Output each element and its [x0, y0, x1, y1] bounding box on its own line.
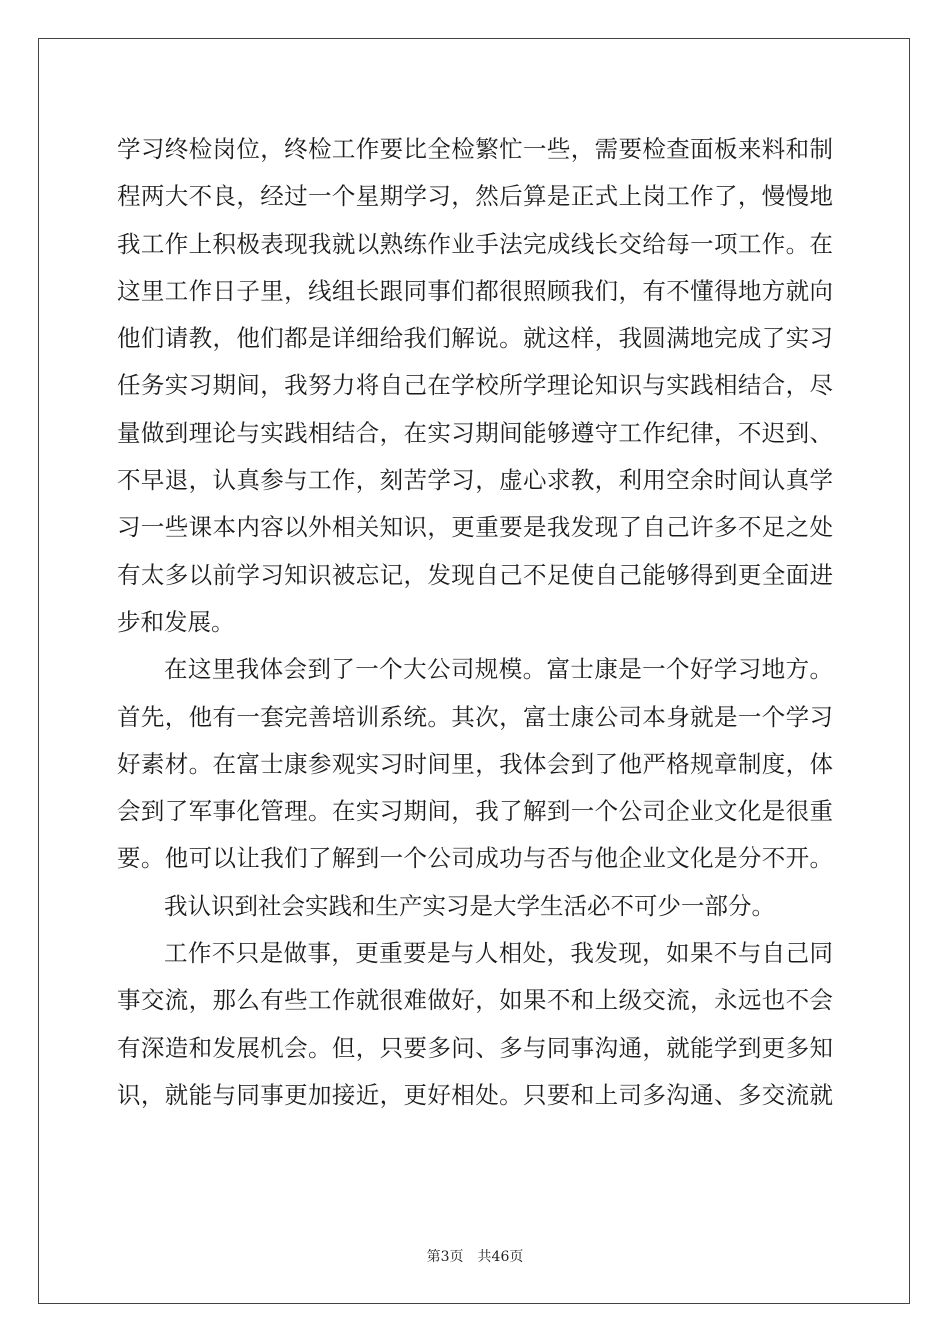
text-line: 不早退，认真参与工作，刻苦学习，虚心求教，利用空余时间认真学	[117, 466, 833, 495]
page-footer	[0, 1246, 950, 1266]
text-line: 会到了军事化管理。在实习期间，我了解到一个公司企业文化是很重	[117, 797, 833, 826]
text-line: 任务实习期间，我努力将自己在学校所学理论知识与实践相结合，尽	[117, 371, 833, 400]
document-body	[117, 126, 833, 1119]
text-line: 程两大不良，经过一个星期学习，然后算是正式上岗工作了，慢慢地	[117, 182, 833, 211]
text-line: 在这里我体会到了一个大公司规模。富士康是一个好学习地方。	[164, 655, 833, 684]
text-line: 事交流，那么有些工作就很难做好，如果不和上级交流，永远也不会	[117, 986, 833, 1015]
text-line: 工作不只是做事，更重要是与人相处，我发现，如果不与自己同	[164, 939, 833, 968]
text-line: 要。他可以让我们了解到一个公司成功与否与他企业文化是分不开。	[117, 844, 833, 873]
text-line: 好素材。在富士康参观实习时间里，我体会到了他严格规章制度，体	[117, 749, 833, 778]
text-line: 识，就能与同事更加接近，更好相处。只要和上司多沟通、多交流就	[117, 1080, 833, 1109]
text-line: 有深造和发展机会。但，只要多问、多与同事沟通，就能学到更多知	[117, 1033, 833, 1062]
text-line: 他们请教，他们都是详细给我们解说。就这样，我圆满地完成了实习	[117, 324, 833, 353]
text-line: 步和发展。	[117, 607, 235, 636]
text-line: 我认识到社会实践和生产实习是大学生活必不可少一部分。	[164, 891, 775, 920]
text-line: 习一些课本内容以外相关知识，更重要是我发现了自己许多不足之处	[117, 513, 833, 542]
page-number: 第3页	[426, 1249, 464, 1265]
text-line: 学习终检岗位，终检工作要比全检繁忙一些，需要检查面板来料和制	[117, 135, 833, 163]
text-line: 我工作上积极表现我就以熟练作业手法完成线长交给每一项工作。在	[117, 229, 833, 258]
text-line: 首先，他有一套完善培训系统。其次，富士康公司本身就是一个学习	[117, 702, 833, 731]
page-total: 共46页	[477, 1249, 524, 1265]
text-line: 这里工作日子里，线组长跟同事们都很照顾我们，有不懂得地方就向	[117, 276, 833, 305]
text-line: 有太多以前学习知识被忘记，发现自己不足使自己能够得到更全面进	[117, 560, 833, 589]
text-line: 量做到理论与实践相结合，在实习期间能够遵守工作纪律，不迟到、	[117, 418, 833, 447]
